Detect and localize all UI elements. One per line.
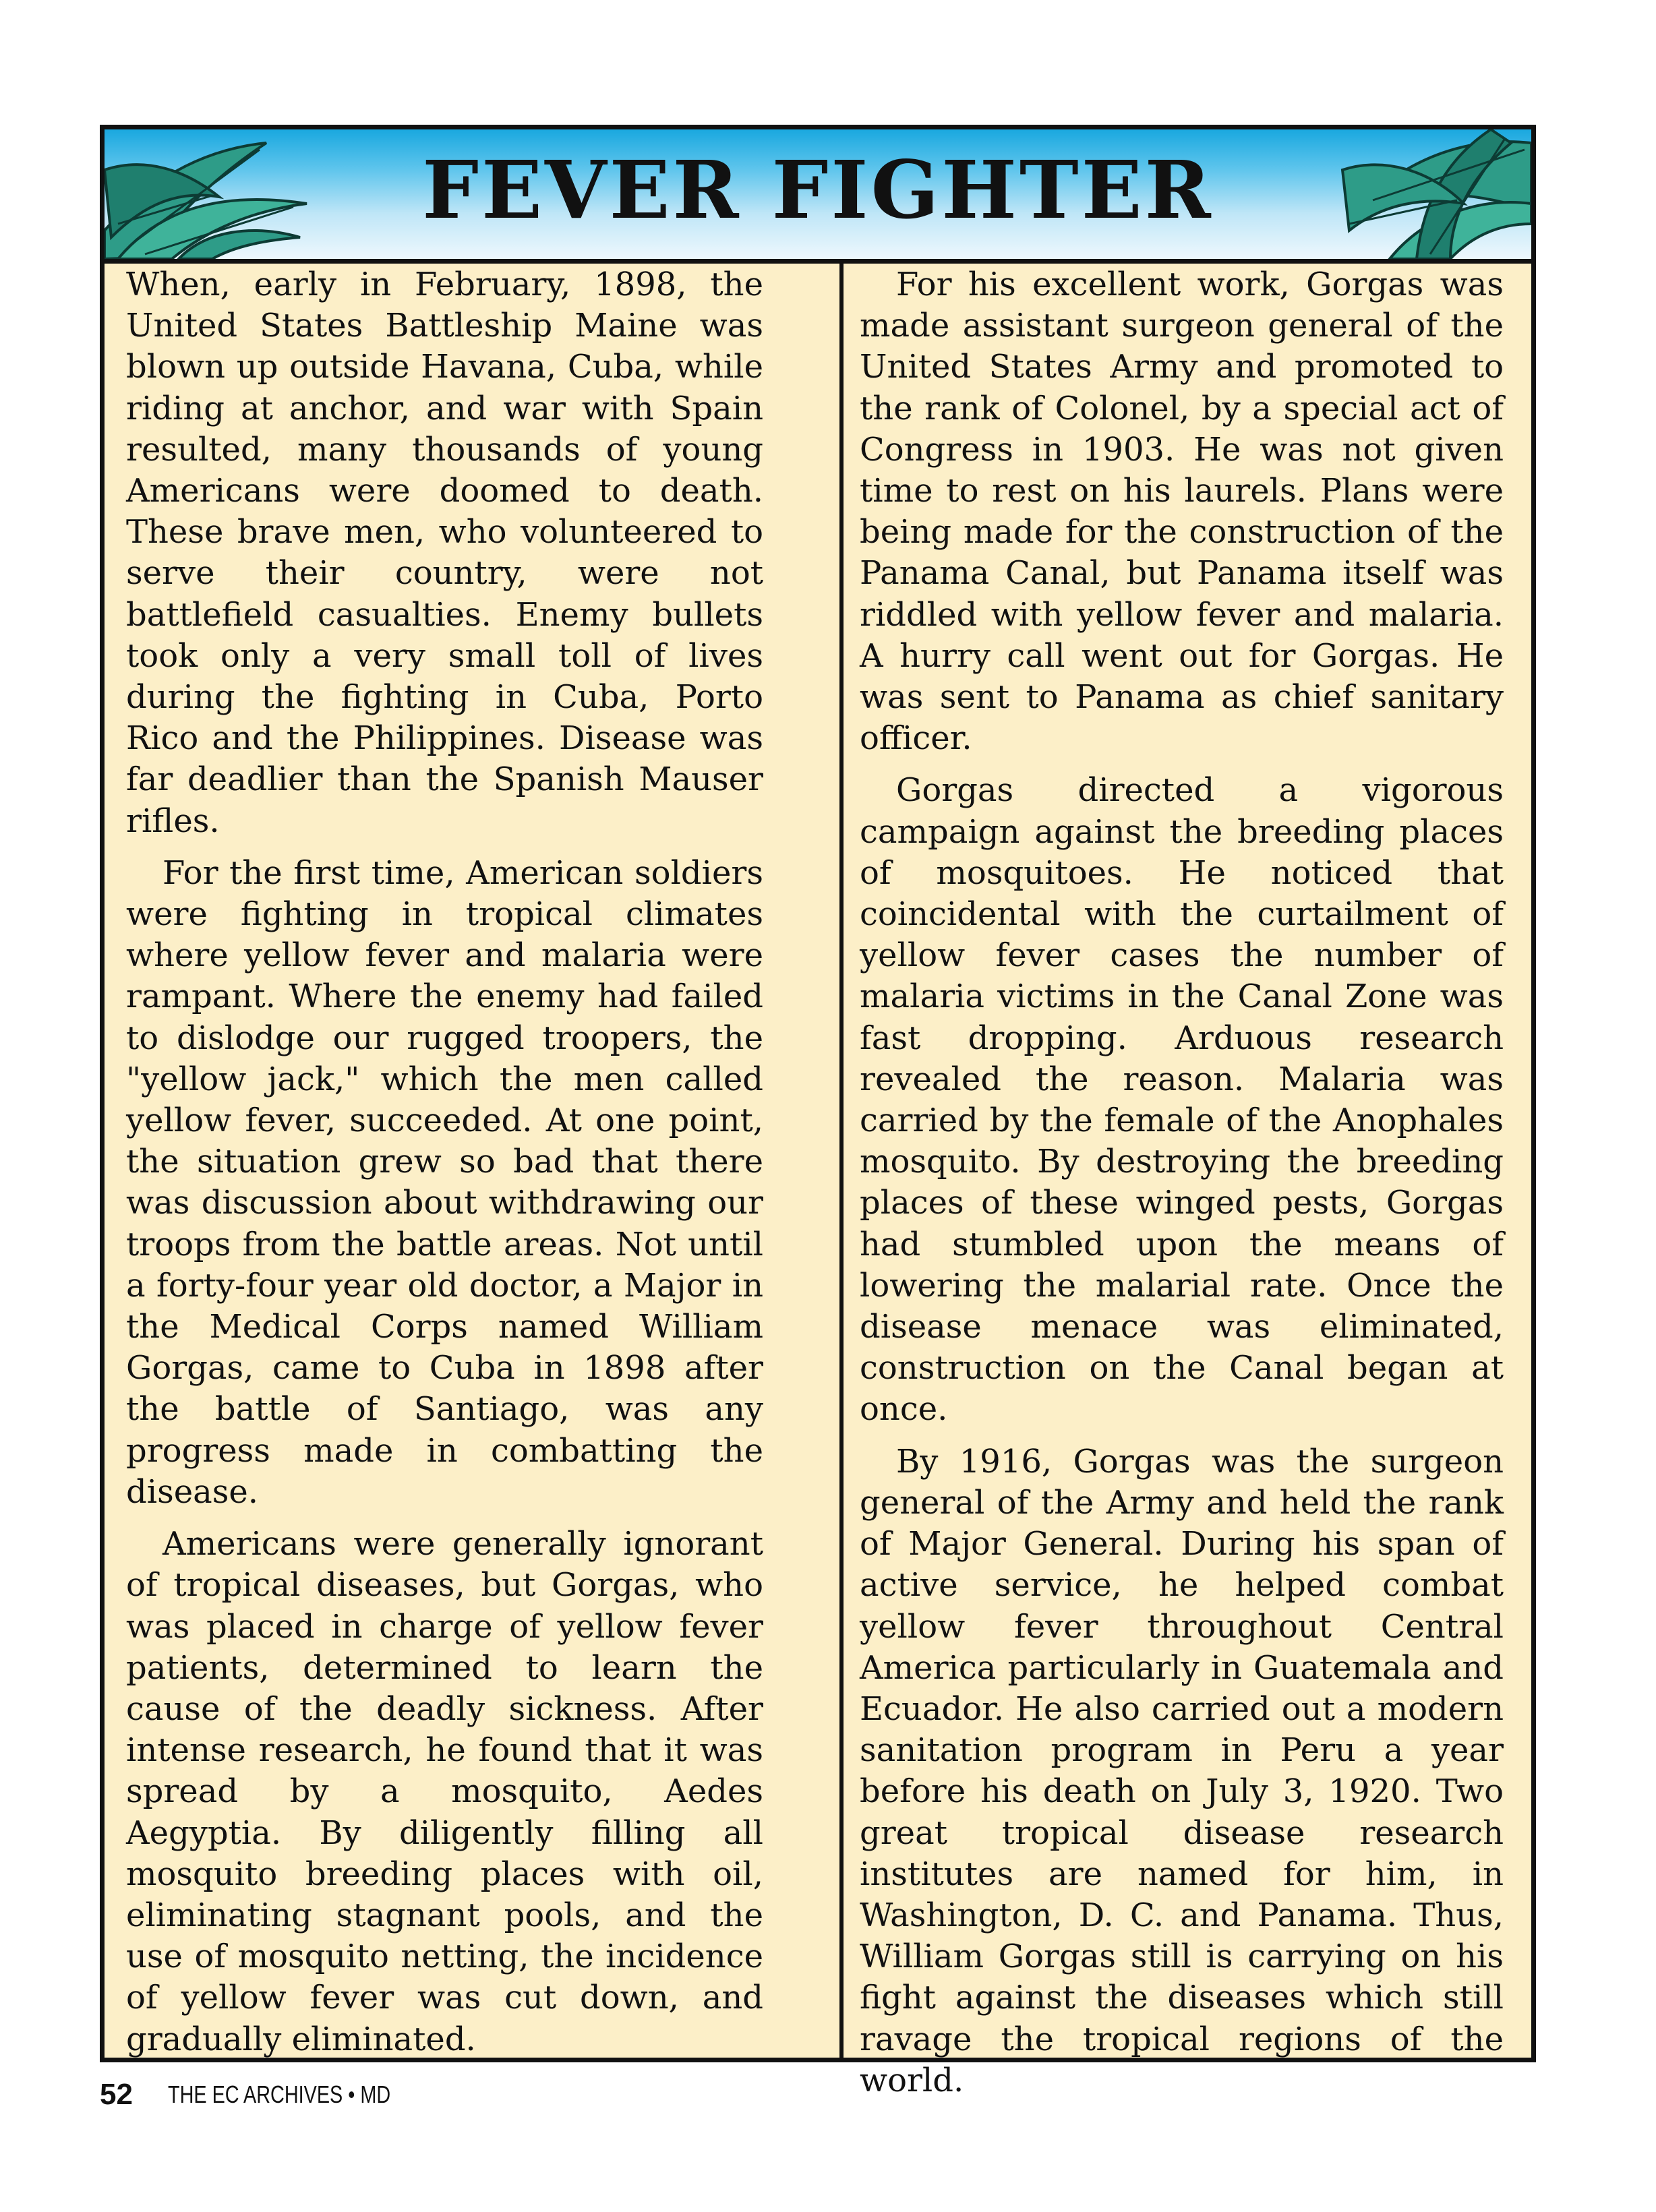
paragraph: By 1916, Gorgas was the surgeon general of the Army and held the rank of Major General. During his span of active service, he helped combat yellow fever throughout Central America particularly in Guatemala and Ecuador. He also carried out a modern sanitation program in Peru a year before his death on July 3, 1920. Two great tropical disease research institutes are named for him, in Washington, D. C. and Panama. Thus, William Gorgas still is carrying on his fight against the diseases which still ravage the tropical regions of the world.	[860, 1442, 1504, 2099]
paragraph: Gorgas directed a vigorous campaign against the breeding places of mosquitoes. He noticed that coincidental with the curtailment of yellow fever cases the number of malaria victims in the Canal Zone was fast dropping. Arduous research revealed the reason. Malaria was carried by the female of the Anophales mosquito. By destroying the breeding places of these winged pests, Gorgas had stumbled upon the means of lowering the malarial rate. Once the disease menace was eliminated, construction on the Canal began at once.	[860, 771, 1504, 1429]
publication-title: THE EC ARCHIVES • MD	[168, 2081, 391, 2108]
paragraph: For his excellent work, Gorgas was made assistant surgeon general of the United States Army and promoted to the rank of Colonel, by a special act of Congress in 1903. He was not given time to rest on his laurels. Plans were being made for the construction of the Panama Canal, but Panama itself was riddled with yellow fever and malaria. A hurry call went out for Gorgas. He was sent to Panama as chief sanitary officer.	[860, 266, 1504, 758]
right-column	[860, 264, 1504, 2112]
paragraph: When, early in February, 1898, the United States Battleship Maine was blown up outside Havana, Cuba, while riding at anchor, and war with Spain resulted, many thousands of young Americans were doomed to death. These brave men, who volunteered to serve their country, were not battlefield casualties. Enemy bullets took only a very small toll of lives during the fighting in Cuba, Porto Rico and the Philippines. Disease was far deadlier than the Spanish Mauser rifles.	[126, 266, 763, 840]
page-number: 52	[100, 2078, 133, 2111]
paragraph: For the first time, American soldiers were fighting in tropical climates where yellow fever and malaria were rampant. Where the enemy had failed to dislodge our rugged troopers, the "yellow jack," which the men called yellow fever, succeeded. At one point, the situation grew so bad that there was discussion about withdrawing our troops from the battle areas. Not until a forty-four year old doctor, a Major in the Medical Corps named William Gorgas, came to Cuba in 1898 after the battle of Santiago, was any progress made in combatting the disease.	[126, 854, 763, 1511]
page-title: FEVER FIGHTER	[422, 143, 1214, 237]
left-column	[126, 264, 763, 2071]
title-banner	[105, 129, 1531, 264]
paragraph: Americans were generally ignorant of tropical diseases, but Gorgas, who was placed in charge of yellow fever patients, determined to learn the cause of the deadly sickness. After intense research, he found that it was spread by a mosquito, Aedes Aegyptia. By diligently filling all mosquito breeding places with oil, eliminating stagnant pools, and the use of mosquito netting, the incidence of yellow fever was cut down, and gradually eliminated.	[126, 1525, 763, 2058]
column-divider	[839, 259, 844, 2062]
page-footer	[100, 2078, 446, 2118]
